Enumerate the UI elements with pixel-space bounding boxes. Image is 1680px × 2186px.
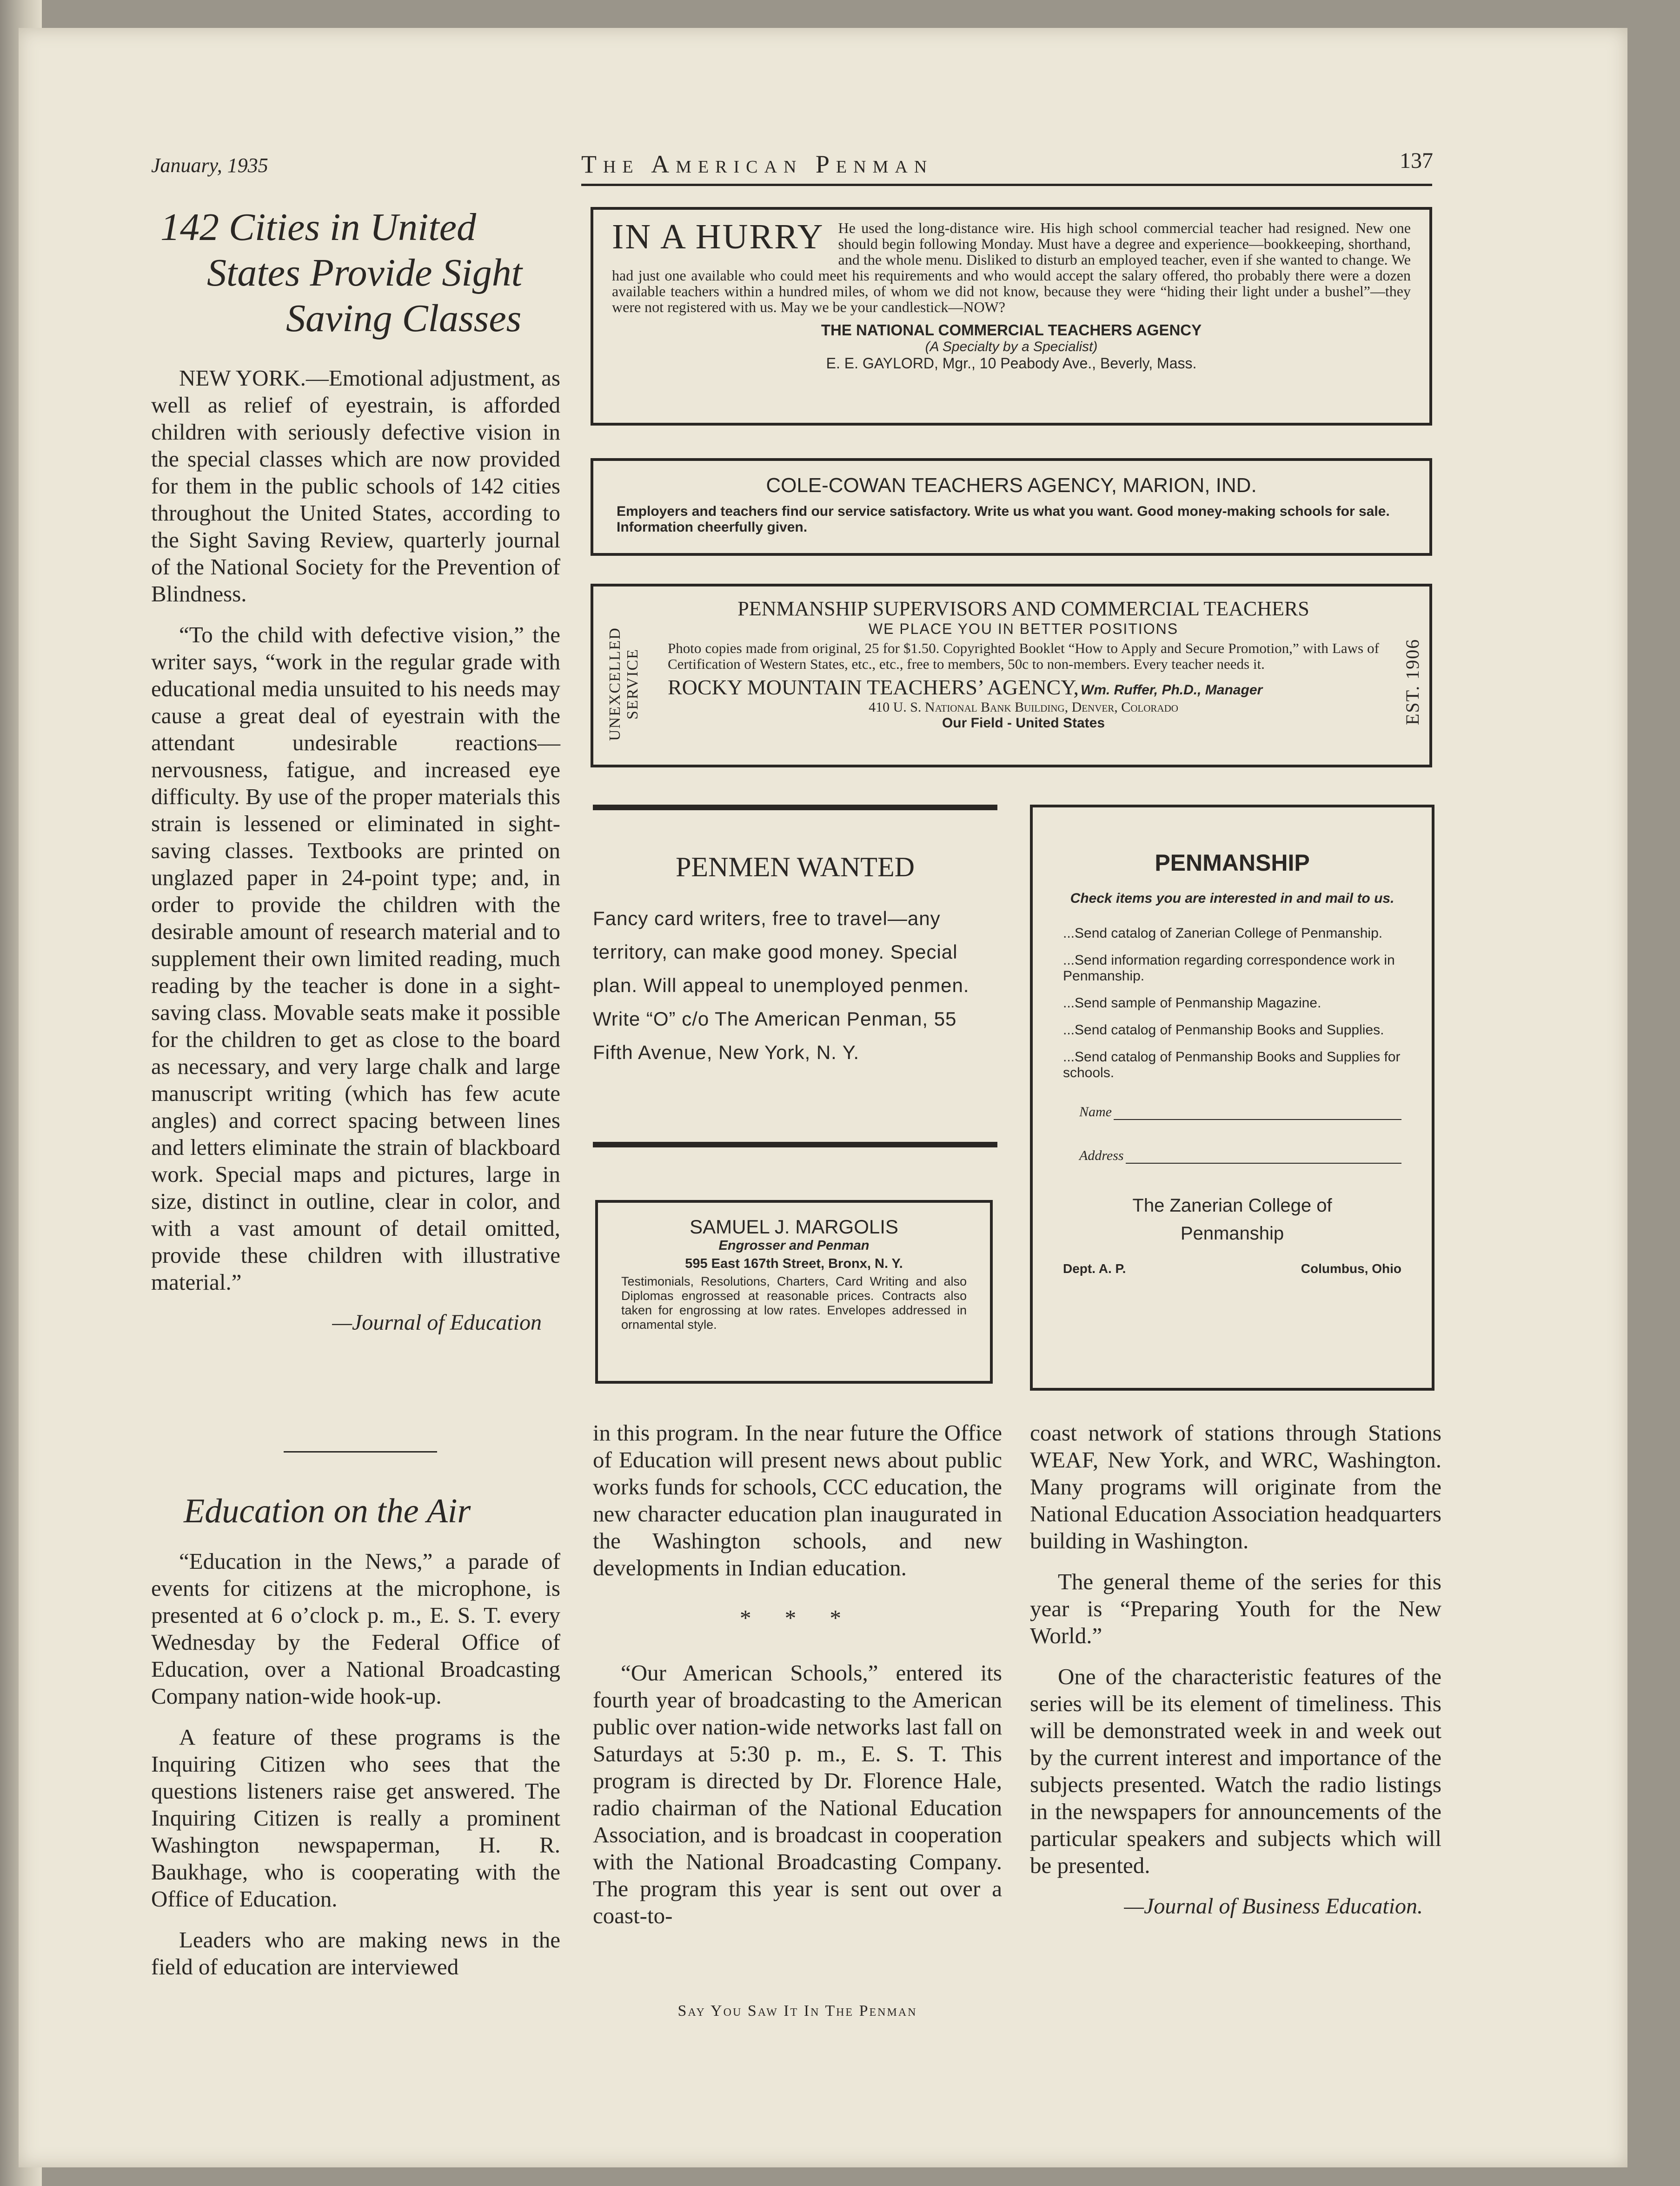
ad-rule-bottom (593, 1142, 997, 1147)
checklist-item: ...Send catalog of Penmanship Books and Supplies. (1063, 1022, 1384, 1038)
ad-address: 410 U. S. National Bank Building, Denver, Colorado (869, 700, 1178, 715)
ad-body: Photo copies made from original, 25 for $1.50. Copyrighted Booklet “How to Apply and Secure Promotion,” with Laws of Certification of Western States, etc., etc., free to members, 50c to non-members. Every teacher needs it. (668, 640, 1379, 672)
ad-title: PENMEN WANTED (676, 852, 915, 882)
page-number: 137 (1400, 148, 1433, 173)
ad-national-teachers-agency (591, 207, 1432, 426)
ad-instruction: Check items you are interested in and mail to us. (1070, 891, 1394, 906)
ad-title: COLE-COWAN TEACHERS AGENCY, MARION, IND. (766, 474, 1257, 497)
ad-margolis (595, 1200, 993, 1384)
paragraph: One of the characteristic features of the series will be its element of timeliness. This will be demonstrated week in and week out by the current interest and importance of the subjects presented. Watch the radio listings in the newspapers for announcements of the particular speakers and subjects which will be presented. (1030, 1664, 1441, 1878)
article-source: —Journal of Business Education. (1124, 1894, 1423, 1919)
article-air-title: Education on the Air (184, 1492, 471, 1530)
paragraph: Leaders who are making news in the field of education are interviewed (151, 1927, 560, 1979)
ad-agency-name: THE NATIONAL COMMERCIAL TEACHERS AGENCY (821, 321, 1202, 339)
ad-manager: Wm. Ruffer, Ph.D., Manager (1081, 682, 1263, 698)
ad-address: 595 East 167th Street, Bronx, N. Y. (685, 1256, 903, 1271)
ad-name: SAMUEL J. MARGOLIS (690, 1216, 898, 1238)
checklist (1063, 926, 1401, 1081)
section-stars: * * * (740, 1605, 855, 1631)
ad-body: Employers and teachers find our service satisfactory. Write us what you want. Good money-making schools for sale. Information cheerfully given. (617, 504, 1390, 535)
ad-field: Our Field - United States (942, 715, 1105, 731)
address-field[interactable] (1063, 1148, 1401, 1164)
ad-footer-line (1063, 1261, 1401, 1276)
ad-rocky-mountain (591, 584, 1432, 767)
ad-headline: IN A HURRY (612, 217, 824, 256)
issue-date: January, 1935 (151, 154, 268, 177)
ad-title: PENMANSHIP (1155, 850, 1310, 876)
ad-agency-name: ROCKY MOUNTAIN TEACHERS’ AGENCY, (668, 675, 1079, 699)
ad-title: PENMANSHIP SUPERVISORS AND COMMERCIAL TEACHERS (737, 597, 1309, 620)
paragraph: “Education in the News,” a parade of events for citizens at the microphone, is presented at 6 o’clock p. m., E. S. T. every Wednesday by the Federal Office of Education, over a National Broadcasting Company nation-wide hook-up. (151, 1548, 560, 1709)
ad-body: Fancy card writers, free to travel—any territory, can make good money. Special plan. Will appeal to unemployed penmen. Write “O” c/o The American Penman, 55 Fifth Avenue, New York, N. Y. (593, 907, 969, 1063)
article-air-middle (593, 1420, 1002, 1943)
paragraph: coast network of stations through Stations WEAF, New York, and WRC, Washington. Many programs will originate from the National Education Association headquarters building in Washington. (1030, 1420, 1441, 1553)
ad-college: The Zanerian College of Penmanship (1132, 1195, 1332, 1244)
article-air-left (151, 1488, 560, 1994)
ad-agency-line (668, 675, 1379, 700)
paragraph: in this program. In the near future the Office of Education will present news about public works funds for schools, CCC education, the new character education plan inaugurated in the Washington schools, and new developments in Indian education. (593, 1420, 1002, 1580)
checklist-item: ...Send information regarding correspondence work in Penmanship. (1063, 953, 1395, 984)
checklist-item: ...Send catalog of Penmanship Books and Supplies for schools. (1063, 1049, 1401, 1080)
ad-side-label-right: EST. 1906 (1402, 638, 1423, 726)
ad-body: Testimonials, Resolutions, Charters, Card Writing and also Diplomas engrossed at reasonable prices. Contracts also taken for engrossing at low rates. Envelopes addressed in ornamental style. (621, 1274, 967, 1332)
name-field[interactable] (1063, 1104, 1401, 1120)
page-footer: Say You Saw It In The Penman (677, 2002, 917, 2019)
paragraph: “To the child with defective vision,” the writer says, “work in the regular grade with educational media unsuited to his needs may cause a great deal of eyestrain with the attendant undesirable reactions—nervousness, fatigue, and increased eye difficulty. By use of the proper materials this strain is lessened or eliminated in sight-saving classes. Textbooks are printed on unglazed paper in 24-point type; and, in order to provide the children with the desirable amount of research material and to supplement their own limited reading, much reading by the teacher is done in a sight-saving class. Movable seats make it possible for the children to get as close to the board as necessary, and very large chalk and large manuscript writing (which has few acute angles) and correct spacing between lines and letters eliminate the strain of blackboard work. Special maps and pictures, large in size, distinct in outline, clear in color, and with a vast amount of detail omitted, provide these children with illustrative material.” (151, 622, 560, 1295)
name-label: Name (1079, 1104, 1112, 1120)
article-cities-body (151, 365, 560, 1296)
ad-zanerian (1030, 805, 1434, 1391)
header-rule (581, 184, 1432, 186)
checklist-item: ...Send catalog of Zanerian College of Penmanship. (1063, 926, 1383, 941)
ad-penmen-wanted (593, 851, 997, 1069)
ad-specialty: (A Specialty by a Specialist) (925, 339, 1098, 354)
section-divider (284, 1451, 437, 1453)
address-label: Address (1079, 1148, 1124, 1163)
ad-manager: E. E. GAYLORD, Mgr., 10 Peabody Ave., Beverly, Mass. (826, 355, 1197, 372)
address-line (1126, 1150, 1401, 1164)
ad-cole-cowan (591, 458, 1432, 556)
ad-side-label-left: UNEXCELLED SERVICE (606, 627, 641, 741)
paragraph: “Our American Schools,” entered its fourth year of broadcasting to the American public over nation-wide networks last fall on Saturdays at 5:30 p. m., E. S. T. This program is directed by Dr. Florence Hale, radio chairman of the National Education Association, and is broadcast in cooperation with the National Broadcasting Company. The program this year is sent out over a coast-to- (593, 1660, 1002, 1928)
article-air-right (1030, 1420, 1441, 1920)
ad-role: Engrosser and Penman (718, 1238, 870, 1253)
ad-city: Columbus, Ohio (1301, 1261, 1401, 1276)
ad-dept: Dept. A. P. (1063, 1261, 1126, 1276)
magazine-title: The American Penman (581, 150, 934, 178)
ad-rule-top (593, 805, 997, 810)
name-line (1114, 1106, 1401, 1120)
paragraph: A feature of these programs is the Inquiring Citizen who sees that the questions listeners raise get answered. The Inquiring Citizen is really a prominent Washington newspaperman, H. R. Baukhage, who is cooperating with the Office of Education. (151, 1724, 560, 1912)
article-cities-title: 142 Cities in United States Provide Sight Saving Classes (160, 206, 523, 340)
checklist-item: ...Send sample of Penmanship Magazine. (1063, 995, 1321, 1011)
ad-body: He used the long-distance wire. His high school commercial teacher had resigned. New one should begin following Monday. Must have a degree and experience—bookkeeping, shorthand, and the whole menu. Disliked to disturb an employed teacher, even if she wanted to change. We had just one available who could meet his requirements and who would accept the salary offered, tho probably there were a dozen available teachers within a hundred miles, of whom we did not know, because they were “hiding their light under a bushel”—they were not registered with us. May we be your candlestick—NOW? (612, 220, 1411, 315)
ad-subtitle: WE PLACE YOU IN BETTER POSITIONS (868, 620, 1179, 637)
paragraph: NEW YORK.—Emotional adjustment, as well as relief of eyestrain, is afforded children with seriously defective vision in the special classes which are now provided for them in the public schools of 142 cities throughout the United States, according to the Sight Saving Review, quarterly journal of the National Society for the Prevention of Blindness. (151, 365, 560, 606)
paragraph: The general theme of the series for this year is “Preparing Youth for the New World.” (1030, 1569, 1441, 1648)
article-cities (151, 205, 560, 1335)
article-source: —Journal of Education (332, 1310, 542, 1335)
